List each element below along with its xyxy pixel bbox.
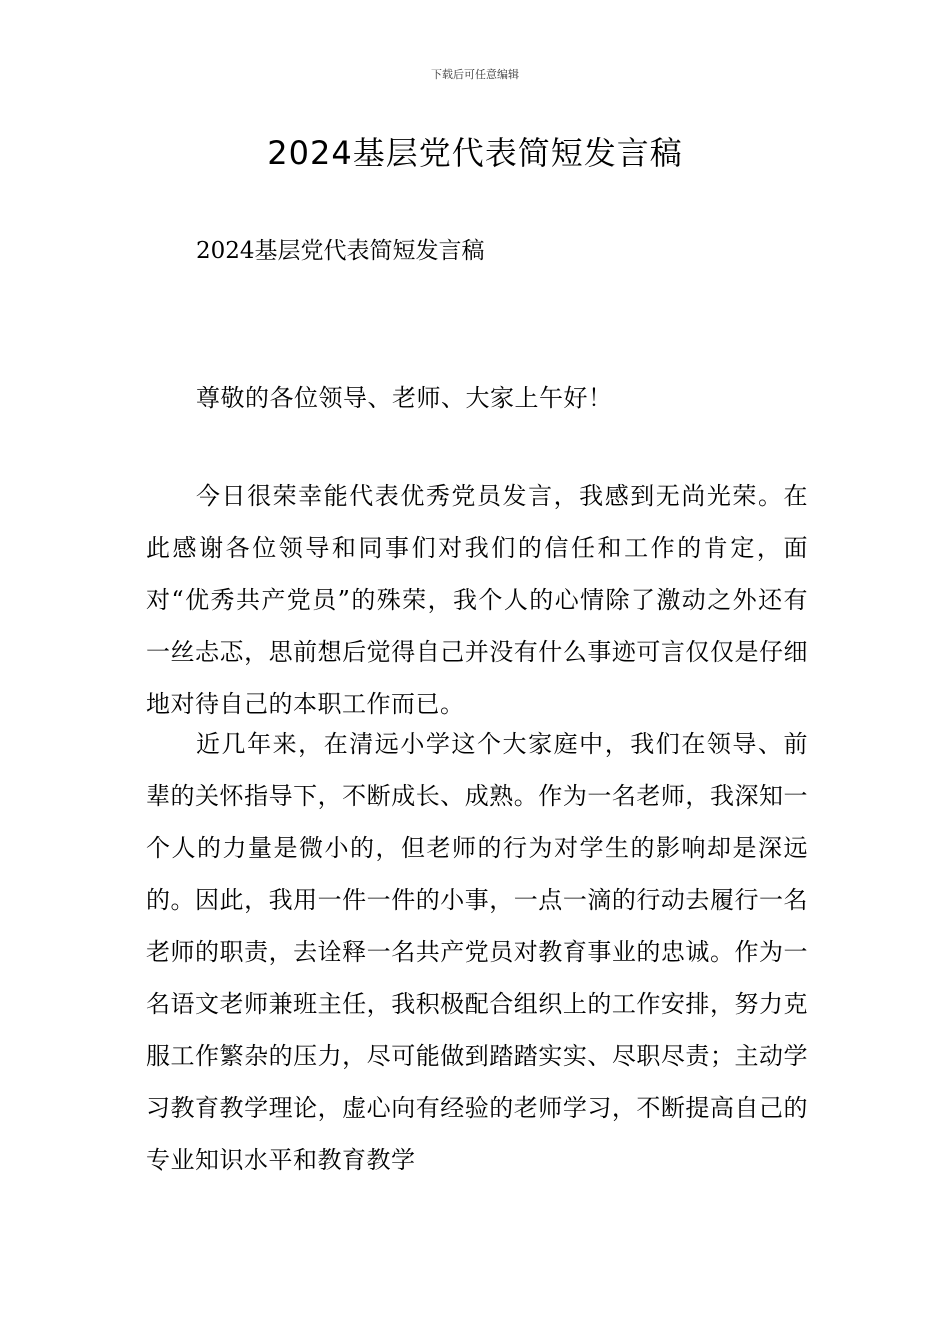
greeting-paragraph: 尊敬的各位领导、老师、大家上午好！ bbox=[196, 384, 613, 412]
document-subtitle: 2024基层党代表简短发言稿 bbox=[196, 238, 485, 264]
header-note: 下载后可任意编辑 bbox=[431, 68, 519, 81]
body-paragraph-2: 近几年来，在清远小学这个大家庭中，我们在领导、前辈的关怀指导下，不断成长、成熟。作为一名老师，我深知一个人的力量是微小的，但老师的行为对学生的影响却是深远的。因此，我用一件一件的小事，一点一滴的行动去履行一名老师的职责，去诠释一名共产党员对教育事业的忠诚。作为一名语文老师兼班主任，我积极配合组织上的工作安排，努力克服工作繁杂的压力，尽可能做到踏踏实实、尽职尽责；主动学习教育教学理论，虚心向有经验的老师学习，不断提高自己的专业知识水平和教育教学 bbox=[146, 730, 808, 1174]
document-title: 2024基层党代表简短发言稿 bbox=[267, 134, 683, 172]
body-paragraph-1: 今日很荣幸能代表优秀党员发言，我感到无尚光荣。在此感谢各位领导和同事们对我们的信任和工作的肯定，面对“优秀共产党员”的殊荣，我个人的心情除了激动之外还有一丝忐忑，思前想后觉得自己并没有什么事迹可言仅仅是仔细地对待自己的本职工作而已。 bbox=[146, 482, 808, 718]
